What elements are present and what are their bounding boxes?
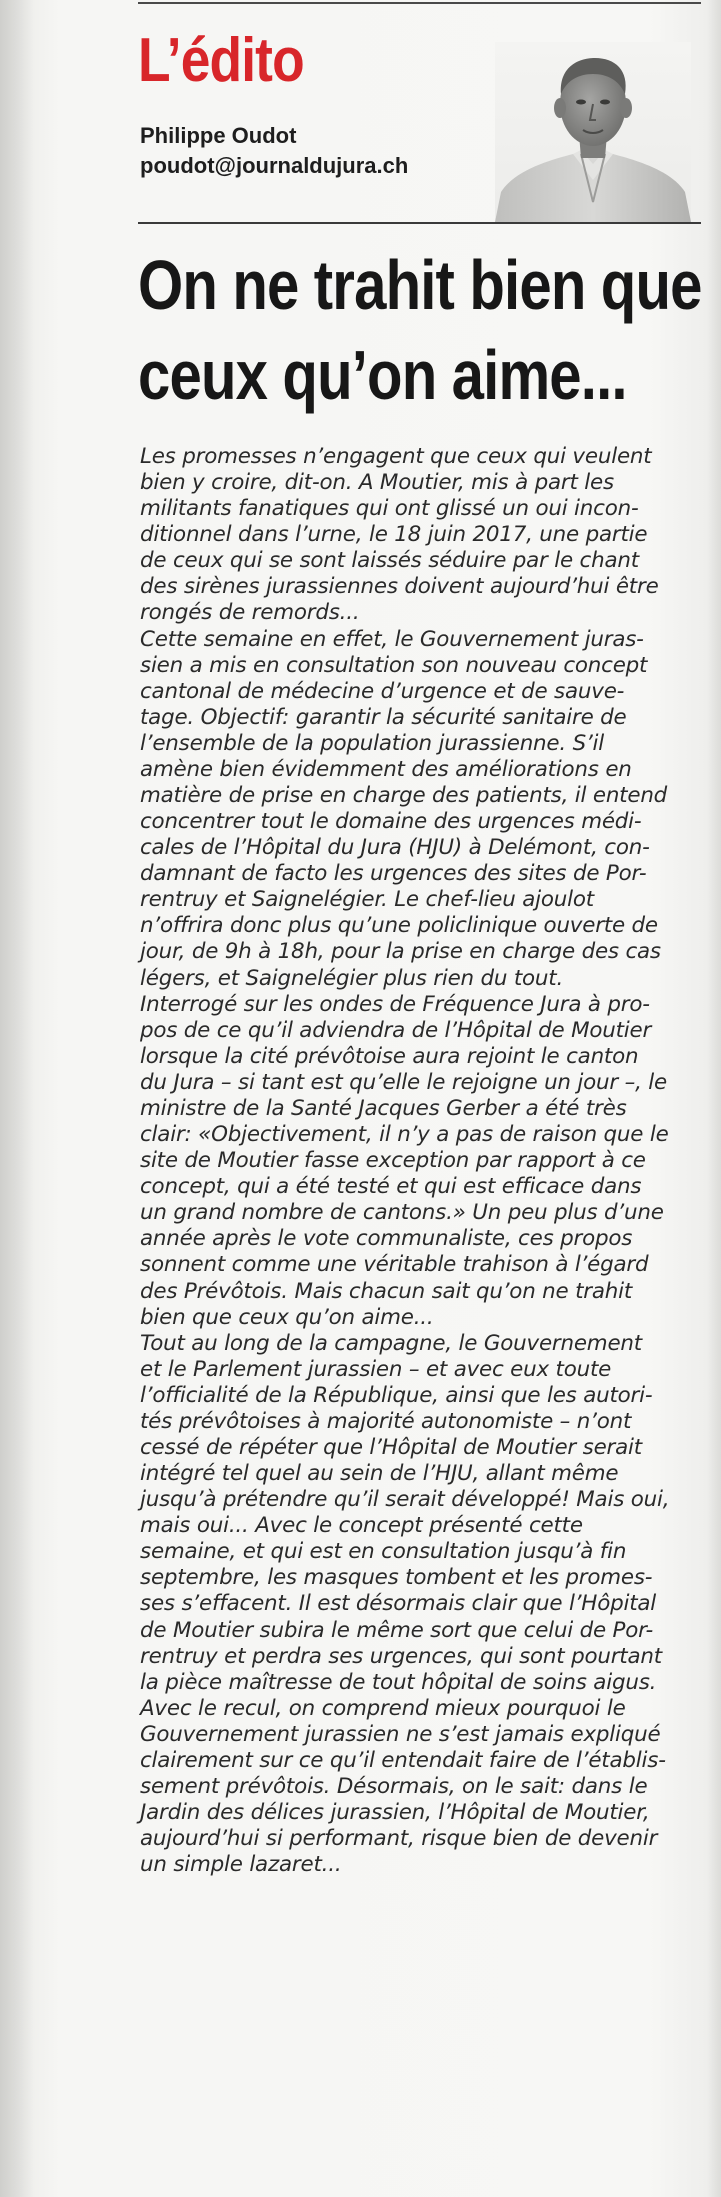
article-line: clair: «Objectivement, il n’y a pas de raison que le: [140, 1122, 669, 1148]
article-line: bien que ceux qu’on aime...: [140, 1304, 434, 1330]
article-line: pos de ce qu’il adviendra de l’Hôpital de Moutier: [140, 1017, 652, 1043]
article-line: un simple lazaret...: [140, 1852, 342, 1878]
article-line: jusqu’à prétendre qu’il serait développé! Mais oui,: [140, 1487, 670, 1513]
article-line: sonnent comme une véritable trahison à l’égard: [140, 1252, 649, 1278]
article-line: du Jura – si tant est qu’elle le rejoigne un jour –, le: [140, 1069, 667, 1095]
article-line: lorsque la cité prévôtoise aura rejoint le canton: [140, 1043, 639, 1069]
article-line: amène bien évidemment des améliorations en: [140, 756, 632, 782]
article-line: concentrer tout le domaine des urgences médi-: [140, 809, 642, 835]
article-line: Tout au long de la campagne, le Gouvernement: [140, 1330, 642, 1356]
article-line: Interrogé sur les ondes de Fréquence Jura à pro-: [140, 991, 650, 1017]
article-line: rentruy et perdra ses urgences, qui sont pourtant: [140, 1643, 662, 1669]
section-kicker: L’édito: [138, 26, 304, 95]
article-line: des sirènes jurassiennes doivent aujourd’hui être: [140, 574, 659, 600]
article-line: de Moutier subira le même sort que celui de Por-: [140, 1617, 654, 1643]
article-line: jour, de 9h à 18h, pour la prise en charge des cas: [140, 939, 661, 965]
article-line: aujourd’hui si performant, risque bien de devenir: [140, 1826, 658, 1852]
author-portrait-photo: [495, 42, 691, 222]
article-line: de ceux qui se sont laissés séduire par le chant: [140, 548, 639, 574]
article-line: cantonal de médecine d’urgence et de sauve-: [140, 678, 625, 704]
article-line: mais oui... Avec le concept présenté cette: [140, 1513, 583, 1539]
article-line: ses s’effacent. Il est désormais clair que l’Hôpital: [140, 1591, 657, 1617]
article-line: militants fanatiques qui ont glissé un oui incon-: [140, 496, 639, 522]
article-line: damnant de facto les urgences des sites de Por-: [140, 861, 647, 887]
article-line: des Prévôtois. Mais chacun sait qu’on ne trahit: [140, 1278, 633, 1304]
article-line: site de Moutier fasse exception par rapport à ce: [140, 1148, 646, 1174]
article-line: année après le vote communaliste, ces propos: [140, 1226, 633, 1252]
article-line: cessé de répéter que l’Hôpital de Moutier serait: [140, 1434, 642, 1460]
page-edge-shadow: [707, 0, 721, 2197]
article-line: sement prévôtois. Désormais, on le sait: dans le: [140, 1773, 648, 1799]
article-line: bien y croire, dit-on. A Moutier, mis à part les: [140, 470, 614, 496]
article-line: Les promesses n’engagent que ceux qui veulent: [140, 444, 652, 469]
article-line: Avec le recul, on comprend mieux pourquoi le: [140, 1695, 626, 1721]
article-line: septembre, les masques tombent et les promes-: [140, 1565, 653, 1591]
article-line: l’officialité de la République, ainsi que les autori-: [140, 1382, 653, 1408]
headline-line-1: On ne trahit bien que: [138, 246, 702, 324]
author-email: poudot@journaldujura.ch: [140, 153, 409, 178]
article-line: et le Parlement jurassien – et avec eux toute: [140, 1356, 612, 1382]
article-line: concept, qui a été testé et qui est efficace dans: [140, 1174, 642, 1200]
article-line: matière de prise en charge des patients, il entend: [140, 783, 668, 809]
article-line: intégré tel quel au sein de l’HJU, allant même: [140, 1461, 619, 1487]
article-line: Gouvernement jurassien ne s’est jamais expliqué: [140, 1721, 661, 1747]
header-rule: [138, 222, 701, 224]
article-line: ditionnel dans l’urne, le 18 juin 2017, une partie: [140, 522, 648, 548]
article-line: clairement sur ce qu’il entendait faire de l’établis-: [140, 1747, 666, 1773]
article-line: Cette semaine en effet, le Gouvernement juras-: [140, 626, 644, 652]
article-line: Jardin des délices jurassien, l’Hôpital de Moutier,: [140, 1800, 650, 1826]
article-line: tage. Objectif: garantir la sécurité sanitaire de: [140, 704, 627, 730]
article-line: la pièce maîtresse de tout hôpital de soins aigus.: [140, 1669, 657, 1695]
article-line: semaine, et qui est en consultation jusqu’à fin: [140, 1539, 627, 1565]
article-line: cales de l’Hôpital du Jura (HJU) à Delémont, con-: [140, 835, 650, 861]
article-line: tés prévôtoises à majorité autonomiste – n’ont: [140, 1408, 632, 1434]
headline: [138, 240, 702, 420]
article-line: légers, et Saignelégier plus rien du tout.: [140, 965, 564, 991]
edito-header: [138, 18, 701, 223]
author-name: Philippe Oudot: [140, 123, 297, 148]
article-body: [140, 444, 706, 1878]
article-line: l’ensemble de la population jurassienne. S’il: [140, 730, 605, 756]
headline-line-2: ceux qu’on aime...: [138, 336, 627, 414]
article-line: ministre de la Santé Jacques Gerber a été très: [140, 1095, 627, 1121]
article-line: sien a mis en consultation son nouveau concept: [140, 652, 648, 678]
top-rule: [138, 2, 701, 4]
article-line: rongés de remords...: [140, 600, 360, 626]
article-line: n’offrira donc plus qu’une policlinique ouverte de: [140, 913, 658, 939]
page-fold-shadow: [0, 0, 34, 2197]
article-line: un grand nombre de cantons.» Un peu plus d’une: [140, 1200, 664, 1226]
article-line: rentruy et Saignelégier. Le chef-lieu ajoulot: [140, 887, 594, 913]
